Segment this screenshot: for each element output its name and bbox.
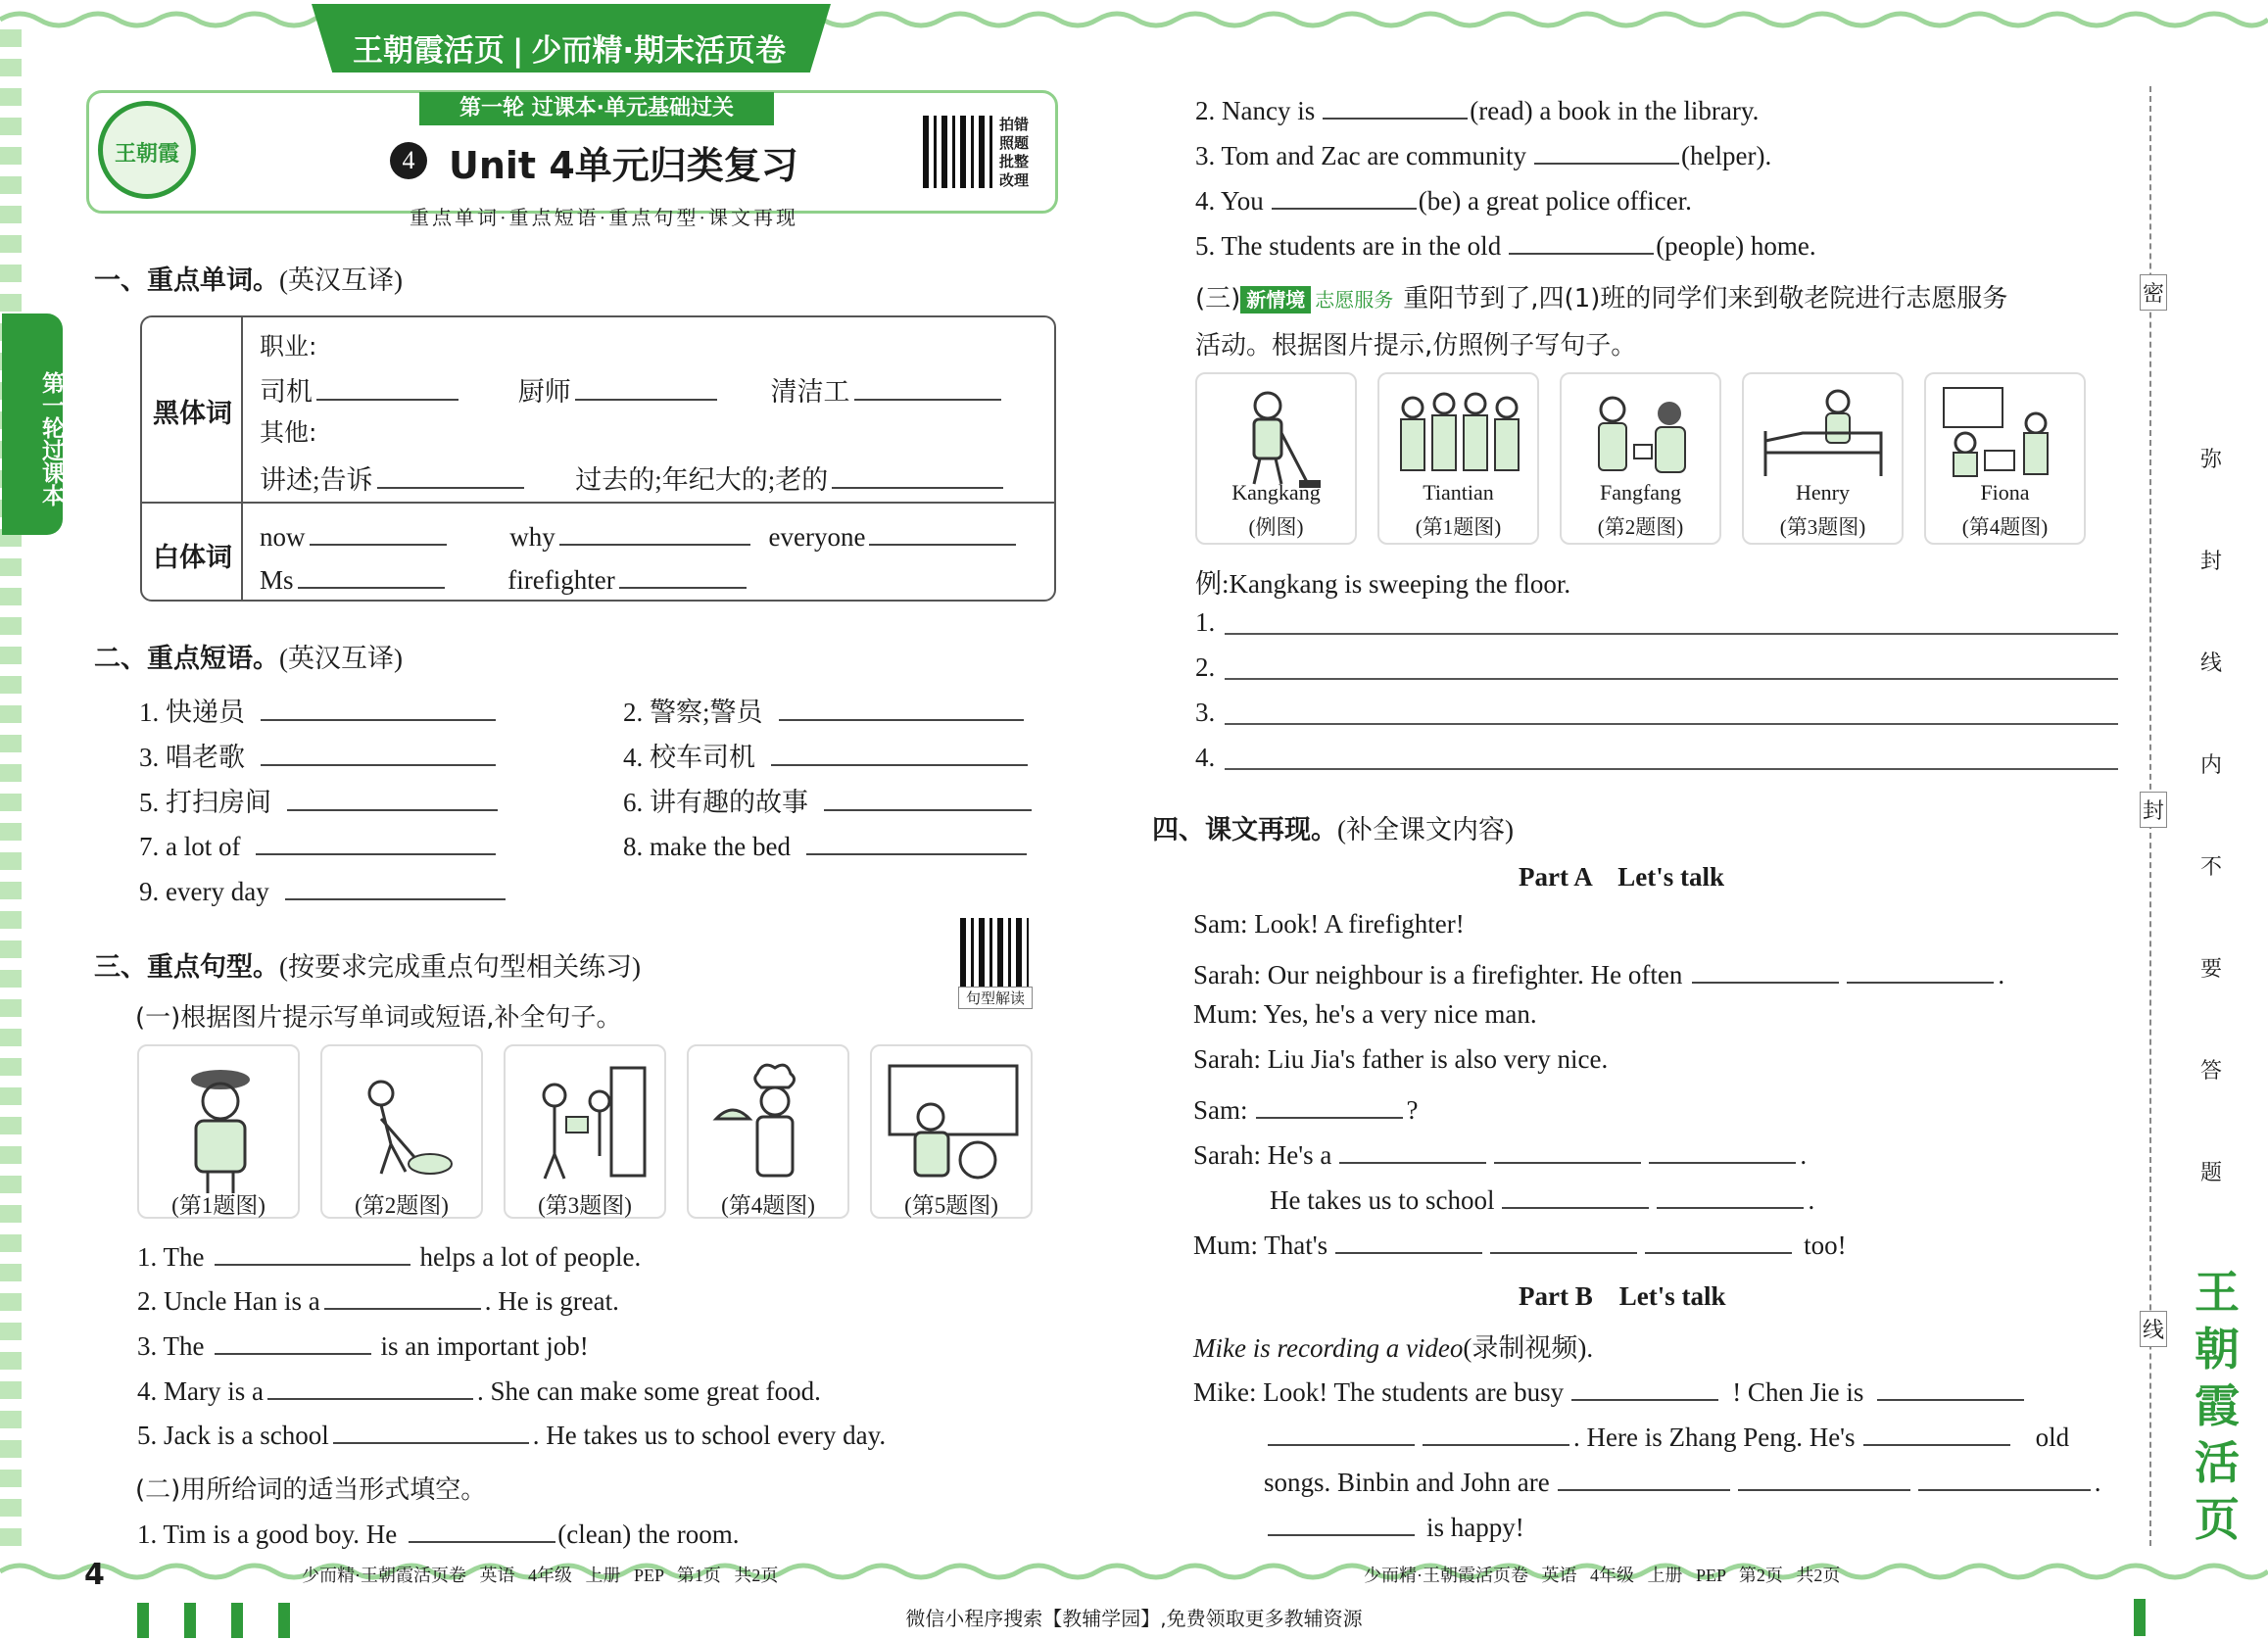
picture-name: Fangfang: [1599, 480, 1682, 505]
dialogue-line: Sarah: Liu Jia's father is also very nice.: [1193, 1044, 1609, 1074]
phrase-2: 2. 警察;警员: [623, 691, 1028, 729]
phrase-9: 9. every day: [139, 871, 509, 907]
dialogue-line: . Here is Zhang Peng. He's old: [1264, 1417, 2069, 1453]
header-brand: 王朝霞活页 | 少而精·期末活页卷: [353, 33, 787, 69]
dialogue-line: Sarah: He's a .: [1193, 1134, 1807, 1171]
answer-blank[interactable]: [261, 692, 496, 721]
picture-fangfang: [1560, 372, 1721, 545]
section1-heading: [94, 259, 403, 297]
answer-blank[interactable]: [575, 371, 717, 401]
answer-blank[interactable]: [854, 371, 1001, 401]
write-number: 2.: [1195, 652, 1216, 682]
answer-blank[interactable]: [316, 371, 458, 401]
q2-item-4: 4. You (be) a great police officer.: [1195, 180, 1692, 217]
q1-item-3: 3. The is an important job!: [137, 1326, 589, 1362]
dialogue-line: is happy!: [1264, 1507, 1524, 1543]
picture-caption: (第4题图): [1961, 515, 2049, 539]
answer-blank[interactable]: [806, 826, 1027, 855]
unit-number-badge: 4: [390, 142, 427, 179]
answer-blank[interactable]: [215, 1236, 410, 1266]
word-cook: 厨师: [517, 377, 571, 407]
write-number: 4.: [1195, 743, 1216, 772]
part3-text-1: 重阳节到了,四(1)班的同学们来到敬老院进行志愿服务: [1403, 284, 2008, 314]
qr-side-label: 拍错 照题 批整 改理: [999, 116, 1030, 189]
phrase-1: 1. 快递员: [139, 691, 500, 729]
binding-mark: 线: [2140, 1311, 2167, 1347]
section3-hint: (按要求完成重点句型相关练习): [279, 952, 641, 982]
section1-title: 一、重点单词。: [94, 265, 279, 296]
answer-blank[interactable]: [285, 871, 506, 900]
answer-blank[interactable]: [1502, 1180, 1649, 1209]
binding-notice: 线: [2200, 651, 2223, 676]
section4-hint: (补全课文内容): [1337, 815, 1514, 844]
section2-title: 二、重点短语。: [94, 644, 279, 674]
answer-blank[interactable]: [267, 1371, 473, 1400]
answer-blank[interactable]: [377, 459, 524, 489]
answer-blank[interactable]: [1494, 1134, 1641, 1164]
part-b-intro: Mike is recording a video(录制视频).: [1193, 1333, 1594, 1363]
answer-blank[interactable]: [1268, 1417, 1415, 1446]
q2-item-2: 2. Nancy is (read) a book in the library.: [1195, 90, 1759, 126]
phrase-3: 3. 唱老歌: [139, 736, 500, 774]
picture-fiona: [1924, 372, 2086, 545]
answer-blank[interactable]: [779, 692, 1024, 721]
answer-blank[interactable]: [1256, 1089, 1403, 1119]
q1-item-4: 4. Mary is a . She can make some great food.: [137, 1371, 821, 1407]
binding-notice: 要: [2200, 957, 2223, 982]
answer-blank[interactable]: [869, 516, 1016, 546]
answer-blank[interactable]: [1877, 1372, 2024, 1401]
binding-notice: 题: [2200, 1161, 2223, 1185]
answer-blank[interactable]: [310, 516, 447, 546]
picture-bus-driver: [870, 1044, 1033, 1219]
picture-name: Kangkang: [1231, 480, 1321, 505]
answer-blank[interactable]: [256, 826, 496, 855]
picture-delivery: [504, 1044, 666, 1219]
page-subtitle: 重点单词·重点短语·重点句型·课文再现: [410, 208, 798, 229]
word-everyone: everyone: [768, 522, 866, 552]
phrase-6: 6. 讲有趣的故事: [623, 781, 1036, 819]
word-ms: Ms: [260, 565, 294, 595]
answer-blank[interactable]: [559, 516, 750, 546]
answer-blank[interactable]: [1649, 1134, 1796, 1164]
answer-blank[interactable]: [1339, 1134, 1486, 1164]
tag-new-context: 新情境: [1240, 286, 1311, 314]
picture-caption: (第1题图): [1415, 515, 1502, 539]
writing-line-3[interactable]: [1225, 723, 2118, 725]
page-number: 4: [84, 1558, 105, 1592]
picture-caption: (第3题图): [1779, 515, 1866, 539]
answer-blank[interactable]: [1509, 225, 1654, 255]
picture-name: Fiona: [1980, 480, 2030, 505]
picture-caption: (第2题图): [355, 1193, 449, 1218]
part1-title: (一)根据图片提示写单词或短语,补全句子。: [135, 1003, 622, 1033]
picture-tiantian: [1377, 372, 1539, 545]
binding-notice: 答: [2200, 1059, 2223, 1084]
answer-blank[interactable]: [1558, 1462, 1730, 1491]
white-row-1: [260, 516, 1020, 553]
part-b-heading: Part B Let's talk: [1519, 1281, 1726, 1311]
picture-kangkang: [1195, 372, 1357, 545]
part3-title: [1195, 278, 2007, 314]
picture-police: [137, 1044, 300, 1219]
phrase-8: 8. make the bed: [623, 826, 1031, 862]
others-row: [260, 458, 1007, 497]
word-tell: 讲述;告诉: [260, 465, 373, 495]
picture-cook: [687, 1044, 849, 1219]
vocab-table-divider-h: [140, 502, 1056, 504]
section2-heading: [94, 637, 403, 675]
promo-text: 微信小程序搜索【教辅学园】,免费领取更多教辅资源: [905, 1607, 1363, 1630]
binding-notice: 内: [2200, 753, 2223, 778]
answer-blank[interactable]: [1323, 90, 1468, 120]
answer-blank[interactable]: [1490, 1225, 1637, 1254]
binding-notice: 封: [2200, 550, 2223, 574]
round-banner: 第一轮 过课本·单元基础过关: [419, 92, 774, 125]
answer-blank[interactable]: [324, 1280, 481, 1310]
white-row-2: [260, 559, 750, 596]
jobs-label: 职业:: [260, 332, 317, 361]
q1-item-5: 5. Jack is a school . He takes us to school every day.: [137, 1415, 886, 1451]
picture-caption: (第2题图): [1597, 515, 1684, 539]
word-why: why: [509, 522, 555, 552]
section2-hint: (英汉互译): [279, 644, 403, 673]
word-driver: 司机: [260, 377, 313, 407]
footer-left: 少而精·王朝霞活页卷 英语 4年级 上册 PEP 第1页 共2页: [302, 1566, 779, 1585]
write-number: 3.: [1195, 698, 1216, 727]
q2-item-1: 1. Tim is a good boy. He (clean) the room.: [137, 1514, 739, 1550]
dialogue-line: Sam: Look! A firefighter!: [1193, 909, 1465, 939]
word-firefighter: firefighter: [507, 565, 615, 595]
binding-mark: 封: [2140, 792, 2167, 828]
brand-vertical: 王 朝 霞 活 页: [2195, 1266, 2240, 1546]
part3-text-2: 活动。根据图片提示,仿照例子写句子。: [1195, 331, 1637, 361]
write-number: 1.: [1195, 607, 1216, 637]
part2-title: (二)用所给词的适当形式填空。: [135, 1475, 487, 1505]
answer-blank[interactable]: [333, 1415, 529, 1444]
q2-item-5: 5. The students are in the old (people) home.: [1195, 225, 1816, 262]
answer-blank[interactable]: [1423, 1417, 1569, 1446]
section4-title: 四、课文再现。: [1152, 815, 1337, 845]
qr-code-sentences[interactable]: [960, 918, 1029, 987]
picture-caption: (第3题图): [538, 1193, 632, 1218]
answer-blank[interactable]: [1657, 1180, 1804, 1209]
example-sentence: 例:Kangkang is sweeping the floor.: [1195, 569, 1571, 599]
answer-blank[interactable]: [215, 1326, 371, 1355]
dialogue-line: He takes us to school .: [1270, 1180, 1814, 1216]
binding-mark: 密: [2140, 274, 2167, 311]
tag-volunteer: 志愿服务: [1315, 288, 1394, 312]
dialogue-line: songs. Binbin and John are .: [1264, 1462, 2100, 1498]
answer-blank[interactable]: [832, 459, 1003, 489]
picture-caption: (第5题图): [904, 1193, 998, 1218]
other-label: 其他:: [260, 418, 317, 447]
section4-heading: [1152, 808, 1514, 846]
q2-item-3: 3. Tom and Zac are community (helper).: [1195, 135, 1771, 171]
section3-heading: [94, 945, 641, 984]
phrase-5: 5. 打扫房间: [139, 781, 502, 819]
page-title: Unit 4单元归类复习: [449, 144, 798, 187]
footer-mark: [2134, 1599, 2146, 1636]
dialogue-line: Sarah: Our neighbour is a firefighter. He often .: [1193, 954, 2004, 990]
word-old: 过去的;年纪大的;老的: [575, 465, 829, 495]
jobs-row: [260, 370, 1005, 409]
answer-blank[interactable]: [1692, 954, 1839, 984]
dialogue-line: Mum: Yes, he's a very nice man.: [1193, 999, 1537, 1029]
answer-blank[interactable]: [261, 737, 496, 766]
answer-blank[interactable]: [1918, 1462, 2091, 1491]
picture-henry: [1742, 372, 1904, 545]
answer-blank[interactable]: [298, 559, 445, 589]
picture-caption: (第4题图): [721, 1193, 815, 1218]
writing-line-4[interactable]: [1225, 768, 2118, 770]
answer-blank[interactable]: [1863, 1417, 2010, 1446]
qr-code-errors[interactable]: [923, 116, 995, 188]
vocab-table-divider-v: [241, 315, 243, 602]
answer-blank[interactable]: [824, 782, 1032, 811]
side-tab-round: 第一轮过课本: [2, 314, 63, 535]
picture-caption: (第1题图): [171, 1193, 265, 1218]
dialogue-line: Sam: ?: [1193, 1089, 1419, 1126]
picture-caption: (例图): [1248, 515, 1304, 539]
picture-name: Tiantian: [1423, 480, 1494, 505]
picture-cleaner: [320, 1044, 483, 1219]
answer-blank[interactable]: [1534, 135, 1679, 165]
answer-blank[interactable]: [1571, 1372, 1718, 1401]
answer-blank[interactable]: [1645, 1225, 1792, 1254]
picture-name: Henry: [1796, 480, 1850, 505]
bold-words-label: 黑体词: [153, 399, 232, 429]
answer-blank[interactable]: [1272, 180, 1417, 210]
dialogue-line: Mike: Look! The students are busy ! Chen Jie is: [1193, 1372, 2028, 1408]
q1-item-1: 1. The helps a lot of people.: [137, 1236, 641, 1273]
part3-prefix: (三): [1195, 284, 1241, 314]
answer-blank[interactable]: [771, 737, 1028, 766]
q1-item-2: 2. Uncle Han is a . He is great.: [137, 1280, 619, 1317]
binding-notice: 不: [2200, 855, 2223, 880]
answer-blank[interactable]: [1738, 1462, 1910, 1491]
answer-blank[interactable]: [1268, 1507, 1415, 1536]
phrase-4: 4. 校车司机: [623, 736, 1032, 774]
answer-blank[interactable]: [287, 782, 498, 811]
series-name: 少而精·期末活页卷: [531, 33, 787, 69]
answer-blank[interactable]: [1847, 954, 1994, 984]
part-a-heading: Part A Let's talk: [1519, 862, 1724, 892]
logo: [98, 101, 196, 199]
section1-hint: (英汉互译): [279, 265, 403, 295]
binding-notice: 弥: [2200, 448, 2223, 472]
answer-blank[interactable]: [619, 559, 747, 589]
answer-blank[interactable]: [409, 1514, 555, 1543]
word-now: now: [260, 522, 306, 552]
logo-text: 王朝霞: [114, 142, 179, 167]
footer-right: 少而精·王朝霞活页卷 英语 4年级 上册 PEP 第2页 共2页: [1364, 1566, 1841, 1585]
phrase-7: 7. a lot of: [139, 826, 500, 862]
white-words-label: 白体词: [153, 543, 232, 573]
writing-line-1[interactable]: [1225, 633, 2118, 635]
left-border-decoration: [0, 29, 22, 1558]
answer-blank[interactable]: [1335, 1225, 1482, 1254]
dialogue-line: Mum: That's too!: [1193, 1225, 1847, 1261]
qr-label: 句型解读: [958, 987, 1033, 1009]
word-cleaner: 清洁工: [770, 377, 850, 407]
section3-title: 三、重点句型。: [94, 952, 279, 983]
writing-line-2[interactable]: [1225, 678, 2118, 680]
brand-name: 王朝霞活页: [353, 33, 505, 69]
